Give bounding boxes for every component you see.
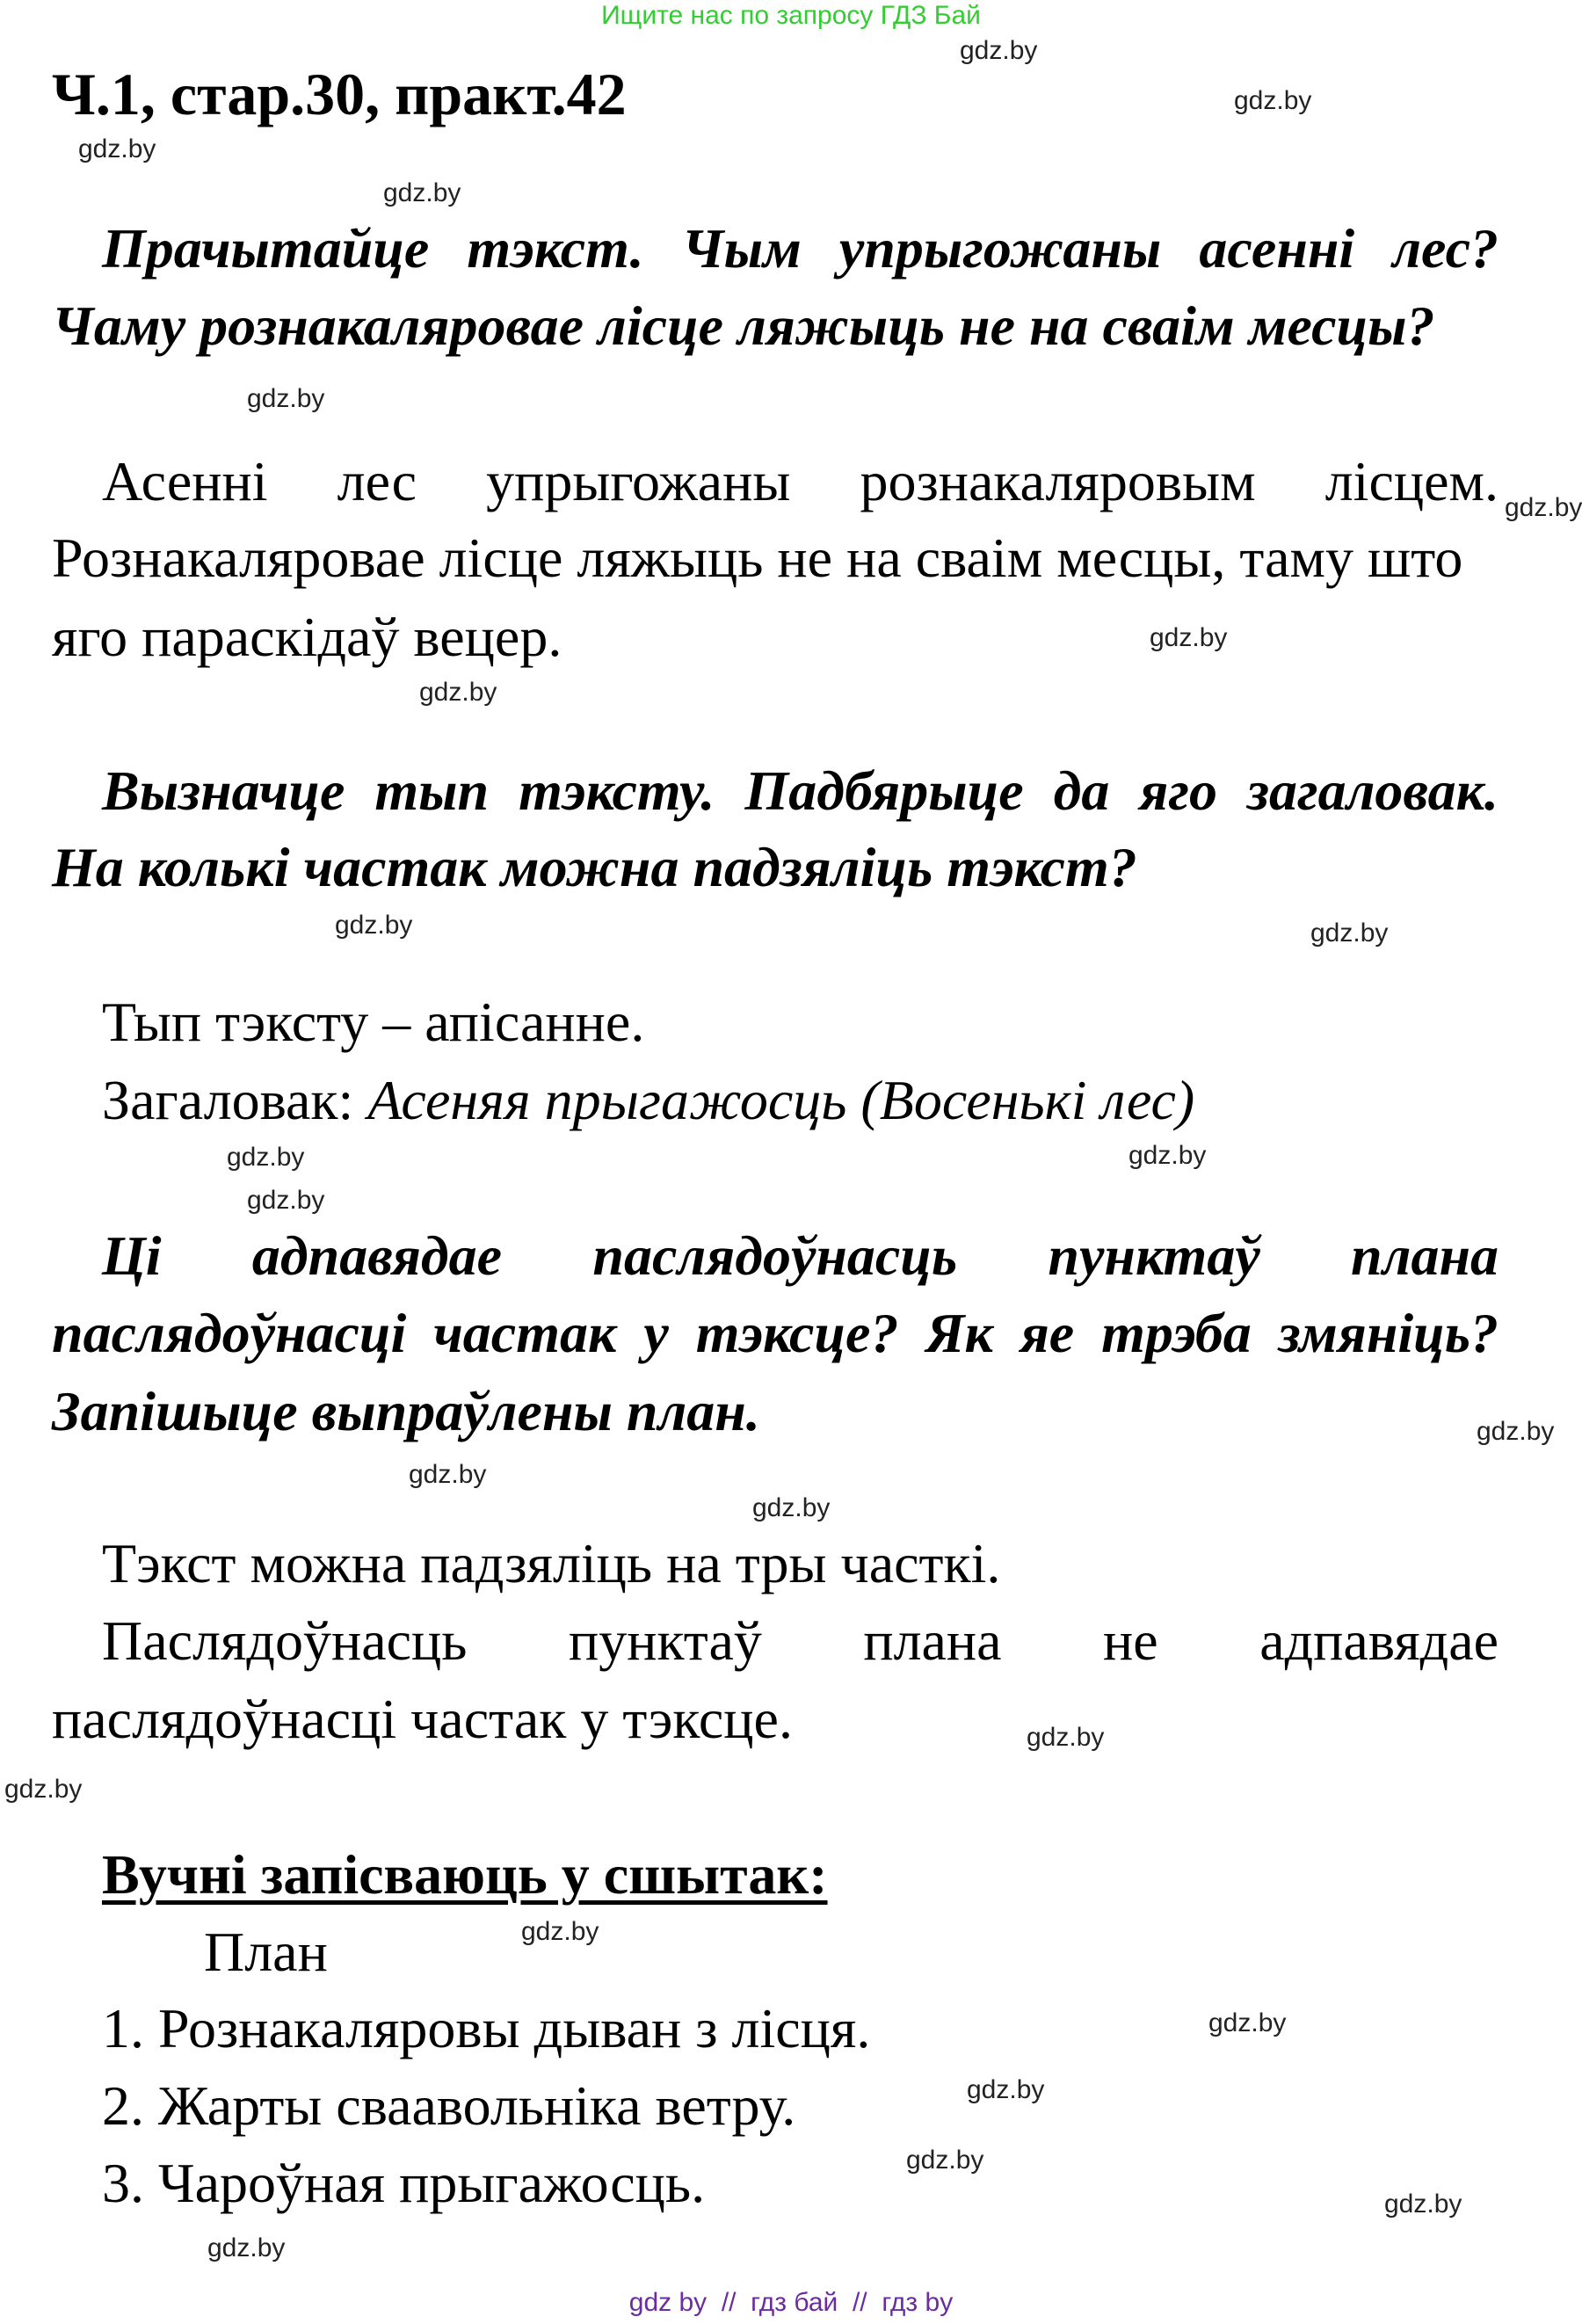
plan-item-2: 2. Жарты сваавольніка ветру.	[102, 2074, 796, 2137]
watermark: gdz.by	[1310, 919, 1389, 948]
footer-links[interactable]: gdz by // гдз бай // гдз by	[628, 2288, 954, 2317]
watermark: gdz.by	[1477, 1417, 1555, 1446]
answer-1-line-1: Асенні лес упрыгожаны рознакаляровым лісцем.	[102, 450, 1499, 512]
title-value: Асеняя прыгажосць (Восенькі лес)	[367, 1069, 1195, 1131]
watermark: gdz.by	[960, 36, 1038, 65]
watermark: gdz.by	[521, 1917, 599, 1946]
watermark: gdz.by	[1505, 493, 1582, 522]
watermark: gdz.by	[906, 2146, 984, 2175]
watermark: gdz.by	[227, 1143, 305, 1172]
answer-3-line-1: Тэкст можна падзяліць на тры часткі.	[102, 1532, 1001, 1594]
watermark: gdz.by	[752, 1493, 831, 1522]
watermark: gdz.by	[409, 1460, 487, 1489]
watermark: gdz.by	[1128, 1141, 1207, 1170]
page-title: Ч.1, стар.30, практ.42	[52, 61, 627, 127]
watermark: gdz.by	[4, 1775, 83, 1804]
question-3-line-2: паслядоўнасці частак у тэксце? Як яе трэба змяніць?	[52, 1302, 1499, 1364]
watermark: gdz.by	[1208, 2008, 1287, 2037]
question-2-line-2: На колькі частак можна падзяліць тэкст?	[52, 836, 1137, 898]
plan-item-1: 1. Рознакаляровы дыван з лісця.	[102, 1997, 871, 2059]
title-answer	[102, 1068, 1194, 1133]
watermark: gdz.by	[1150, 623, 1228, 652]
question-3-line-3: Запішыце выпраўлены план.	[52, 1380, 760, 1442]
answer-3-line-3: паслядоўнасці частак у тэксце.	[52, 1688, 793, 1750]
watermark: gdz.by	[967, 2075, 1045, 2104]
question-2-line-1: Вызначце тып тэксту. Падбярыце да яго загаловак.	[102, 759, 1499, 822]
question-1-line-2: Чаму рознакаляровае лісце ляжыць не на сваім месцы?	[52, 294, 1435, 357]
plan-title: План	[204, 1921, 328, 1983]
watermark: gdz.by	[1234, 86, 1312, 115]
watermark: gdz.by	[78, 134, 156, 163]
watermark: gdz.by	[1384, 2190, 1462, 2219]
watermark: gdz.by	[383, 178, 461, 207]
notebook-heading: Вучні запісваюць у сшытак:	[102, 1843, 828, 1906]
question-1-line-1: Прачытайце тэкст. Чым упрыгожаны асенні лес?	[102, 217, 1499, 280]
answer-3-line-2: Паслядоўнасць пунктаў плана не адпавядае	[102, 1609, 1499, 1672]
watermark: gdz.by	[419, 678, 497, 707]
answer-1-line-3: яго параскідаў вецер.	[52, 606, 562, 668]
watermark: gdz.by	[247, 1186, 325, 1215]
question-3-line-1: Ці адпавядае паслядоўнасць пунктаў плана	[102, 1224, 1499, 1287]
search-banner[interactable]: Ищите нас по запросу ГДЗ Бай	[601, 1, 981, 30]
answer-1-line-2: Рознакаляровае лісце ляжыць не на сваім месцы, таму што	[52, 527, 1463, 589]
watermark: gdz.by	[1027, 1723, 1105, 1752]
watermark: gdz.by	[335, 911, 413, 940]
text-type-answer: Тып тэксту – апісанне.	[102, 991, 645, 1053]
title-label: Загаловак:	[102, 1069, 368, 1131]
watermark: gdz.by	[247, 384, 325, 413]
watermark: gdz.by	[207, 2233, 286, 2262]
plan-item-3: 3. Чароўная прыгажосць.	[102, 2152, 706, 2214]
